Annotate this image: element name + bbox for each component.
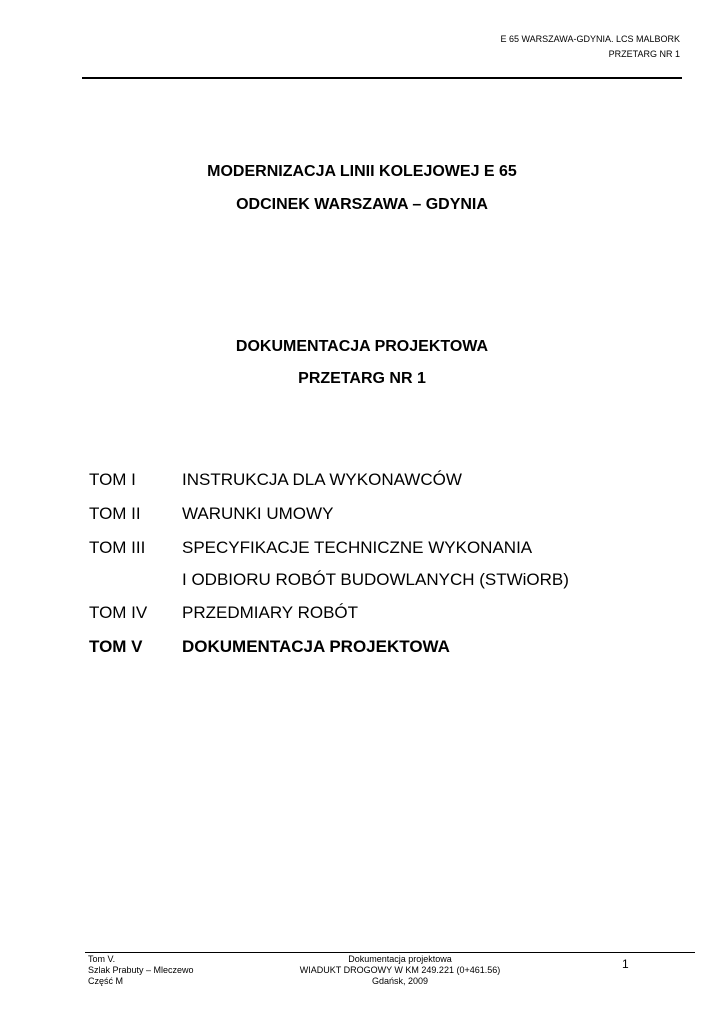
footer-object: WIADUKT DROGOWY W KM 249.221 (0+461.56) bbox=[299, 965, 501, 975]
volume-title: SPECYFIKACJE TECHNICZNE WYKONANIA bbox=[182, 538, 533, 557]
page-number: 1 bbox=[622, 957, 629, 971]
title-modernization: MODERNIZACJA LINII KOLEJOWEJ E 65 bbox=[207, 163, 517, 180]
footer-center-block bbox=[250, 954, 550, 987]
title-section: ODCINEK WARSZAWA – GDYNIA bbox=[236, 196, 488, 213]
volume-title: WARUNKI UMOWY bbox=[182, 504, 334, 523]
volume-number: TOM II bbox=[89, 504, 141, 523]
footer-route: Szlak Prabuty – Mleczewo bbox=[88, 965, 194, 975]
volume-title-current: DOKUMENTACJA PROJEKTOWA bbox=[182, 637, 450, 656]
title-documentation: DOKUMENTACJA PROJEKTOWA bbox=[235, 338, 489, 355]
volume-number: TOM III bbox=[89, 538, 146, 557]
footer-divider bbox=[85, 952, 695, 953]
footer-volume: Tom V. bbox=[88, 954, 116, 964]
volume-number: TOM I bbox=[89, 470, 136, 489]
title-tender: PRZETARG NR 1 bbox=[298, 370, 426, 387]
volume-title: INSTRUKCJA DLA WYKONAWCÓW bbox=[182, 470, 462, 489]
header-project-line: E 65 WARSZAWA-GDYNIA. LCS MALBORK bbox=[500, 34, 680, 44]
volume-number-current: TOM V bbox=[89, 637, 143, 656]
footer-part: Część M bbox=[88, 976, 124, 986]
footer-left-block bbox=[88, 954, 194, 987]
volume-title: PRZEDMIARY ROBÓT bbox=[182, 603, 359, 622]
header-tender-line: PRZETARG NR 1 bbox=[608, 49, 680, 59]
footer-doc-type: Dokumentacja projektowa bbox=[348, 954, 452, 964]
volume-number: TOM IV bbox=[89, 603, 148, 622]
footer-place-date: Gdańsk, 2009 bbox=[371, 976, 429, 986]
volume-title-continued: I ODBIORU ROBÓT BUDOWLANYCH (STWiORB) bbox=[182, 570, 569, 589]
header-divider bbox=[82, 77, 682, 79]
